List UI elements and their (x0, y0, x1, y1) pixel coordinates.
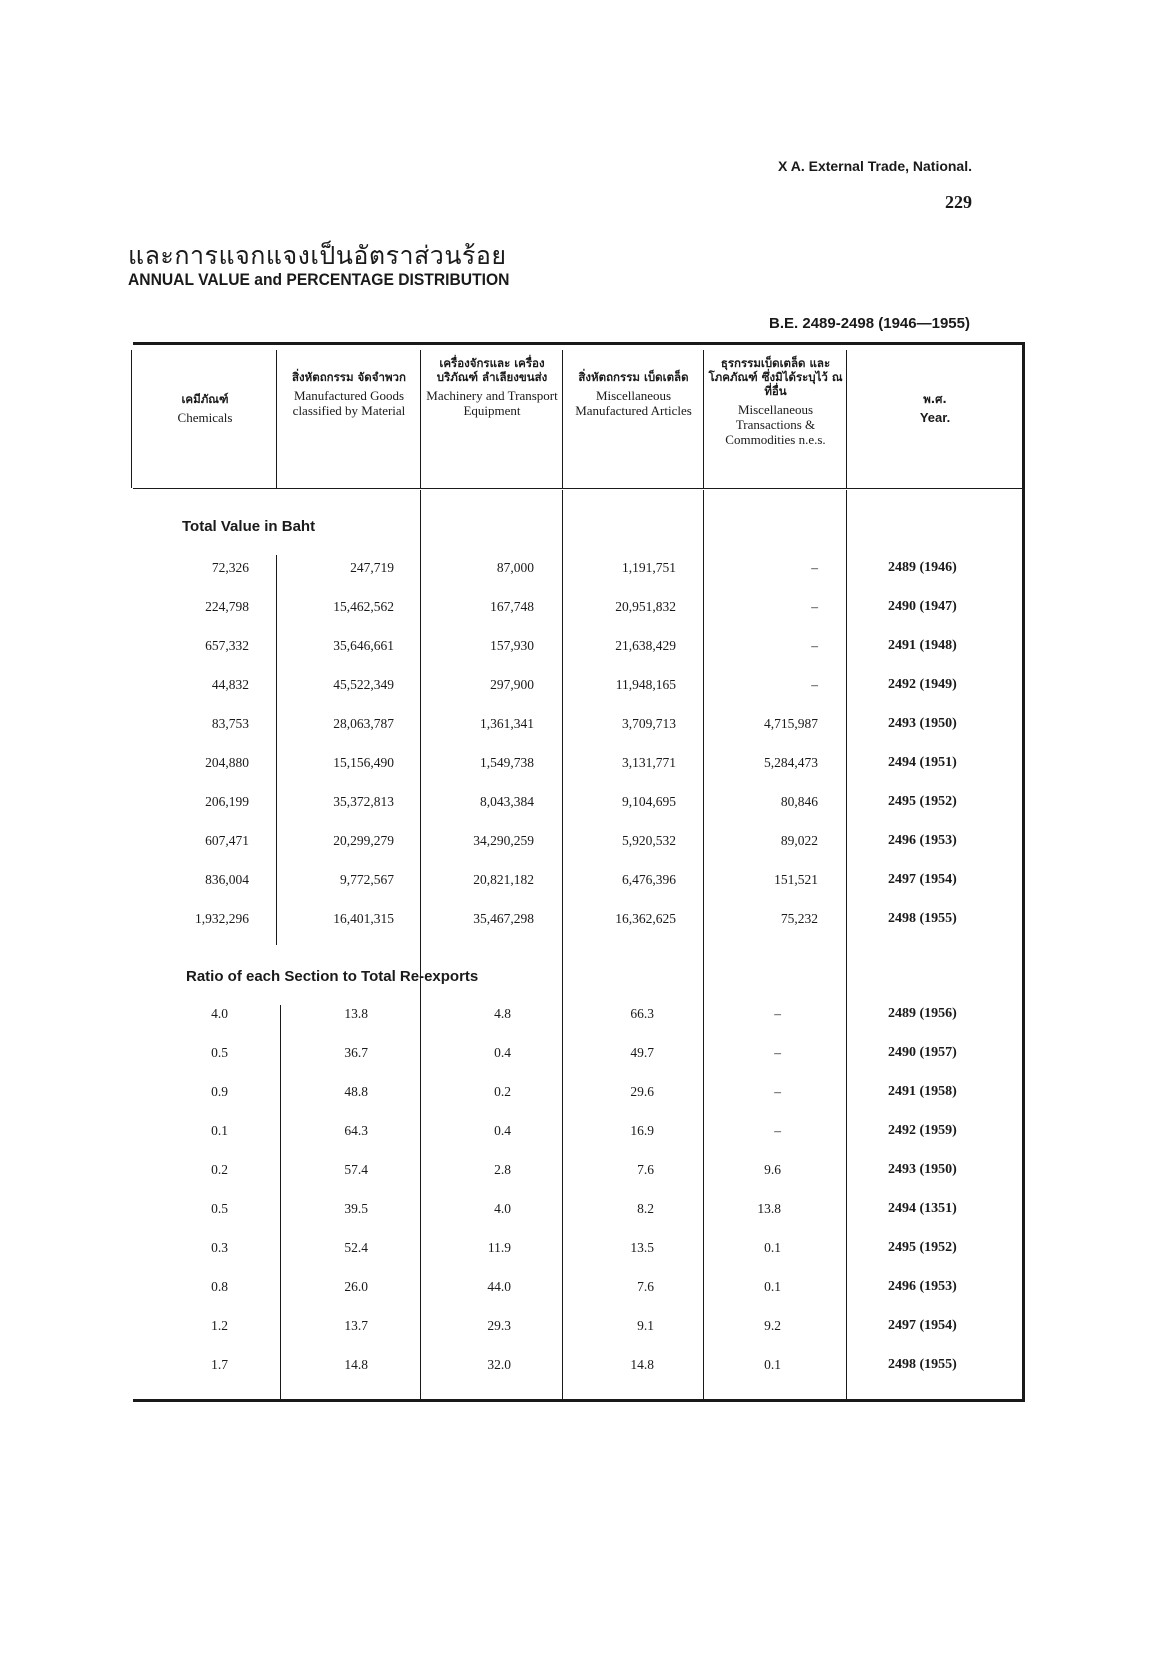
cell-manufactured: 35,372,813 (333, 794, 394, 809)
cell-chemicals: 83,753 (211, 716, 249, 731)
col-divider (703, 490, 704, 1400)
cell-chemicals: 72,326 (211, 560, 249, 575)
cell-chemicals: 1.2 (211, 1318, 228, 1333)
cell-misc-transactions: 4,715,987 (764, 716, 818, 731)
cell-misc-transactions: – (811, 560, 818, 575)
cell-chemicals: 44,832 (211, 677, 249, 692)
section-title-values: Total Value in Baht (182, 518, 316, 535)
cell-year: 2493 (1950) (888, 716, 957, 731)
col-header-misc-articles: สิ่งหัตถกรรม เบ็ดเตล็ด Miscellaneous Manufactured Articles (575, 370, 692, 418)
cell-year: 2491 (1948) (888, 638, 957, 653)
cell-chemicals: 0.5 (211, 1201, 228, 1216)
cell-machinery: 87,000 (496, 560, 534, 575)
cell-manufactured: 16,401,315 (333, 911, 394, 926)
cell-machinery: 44.0 (487, 1279, 511, 1294)
cell-chemicals: 0.5 (211, 1045, 228, 1060)
cell-machinery: 29.3 (487, 1318, 511, 1333)
cell-manufactured: 45,522,349 (333, 677, 394, 692)
cell-misc-transactions: 89,022 (780, 833, 818, 848)
cell-misc-transactions: 9.6 (764, 1162, 781, 1177)
cell-machinery: 167,748 (490, 599, 534, 614)
col-header-year: พ.ศ. Year. (919, 392, 951, 425)
cell-machinery: 32.0 (487, 1357, 511, 1372)
cell-manufactured: 48.8 (344, 1084, 368, 1099)
cell-year: 2490 (1947) (888, 599, 957, 614)
cell-chemicals: 0.1 (211, 1123, 228, 1138)
cell-manufactured: 28,063,787 (333, 716, 394, 731)
cell-misc-transactions: 75,232 (780, 911, 818, 926)
cell-chemicals: 0.8 (211, 1279, 228, 1294)
col-divider (276, 350, 277, 488)
cell-manufactured: 13.8 (344, 1006, 368, 1021)
cell-year: 2497 (1954) (888, 872, 957, 887)
cell-year: 2496 (1953) (888, 1279, 957, 1294)
cell-year: 2493 (1950) (888, 1162, 957, 1177)
header-rule (133, 488, 1025, 489)
cell-misc-articles: 21,638,429 (615, 638, 676, 653)
cell-chemicals: 0.2 (211, 1162, 228, 1177)
cell-year: 2492 (1949) (888, 677, 957, 692)
cell-misc-articles: 5,920,532 (622, 833, 676, 848)
cell-misc-transactions: 9.2 (764, 1318, 781, 1333)
col-divider (562, 350, 563, 488)
cell-machinery: 20,821,182 (473, 872, 534, 887)
col-divider (846, 490, 847, 1400)
cell-misc-transactions: – (811, 638, 818, 653)
cell-misc-transactions: 0.1 (764, 1240, 781, 1255)
page-number: 229 (945, 192, 972, 212)
cell-machinery: 0.2 (494, 1084, 511, 1099)
cell-misc-transactions: 0.1 (764, 1357, 781, 1372)
col-divider (562, 490, 563, 1400)
cell-manufactured: 15,156,490 (333, 755, 394, 770)
cell-chemicals: 224,798 (205, 599, 249, 614)
col-header-machinery: เครื่องจักรและ เครื่องบริภัณฑ์ ลำเลียงขนส่ง Machinery and Transport Equipment (426, 356, 558, 418)
cell-year: 2496 (1953) (888, 833, 957, 848)
cell-year: 2489 (1956) (888, 1006, 957, 1021)
cell-year: 2495 (1952) (888, 794, 957, 809)
cell-manufactured: 15,462,562 (333, 599, 394, 614)
cell-misc-articles: 13.5 (630, 1240, 654, 1255)
cell-year: 2497 (1954) (888, 1318, 957, 1333)
cell-misc-articles: 7.6 (637, 1162, 654, 1177)
cell-chemicals: 1.7 (211, 1357, 228, 1372)
col-divider (420, 490, 421, 1400)
cell-manufactured: 20,299,279 (333, 833, 394, 848)
cell-misc-articles: 6,476,396 (622, 872, 676, 887)
cell-misc-articles: 3,131,771 (622, 755, 676, 770)
cell-misc-articles: 11,948,165 (615, 677, 676, 692)
cell-manufactured: 64.3 (344, 1123, 368, 1138)
cell-year: 2491 (1958) (888, 1084, 957, 1099)
col-divider (420, 350, 421, 488)
cell-chemicals: 657,332 (205, 638, 249, 653)
cell-chemicals: 0.3 (211, 1240, 228, 1255)
cell-year: 2498 (1955) (888, 911, 957, 926)
col-header-chemicals: เคมีภัณฑ์ Chemicals (177, 392, 233, 425)
col-divider (703, 350, 704, 488)
left-rule (131, 350, 132, 488)
cell-misc-transactions: 151,521 (774, 872, 818, 887)
cell-misc-transactions: 80,846 (780, 794, 818, 809)
cell-manufactured: 9,772,567 (340, 872, 394, 887)
cell-misc-transactions: 13.8 (757, 1201, 781, 1216)
cell-misc-transactions: – (774, 1006, 781, 1021)
cell-machinery: 0.4 (494, 1045, 511, 1060)
cell-year: 2495 (1952) (888, 1240, 957, 1255)
cell-year: 2489 (1946) (888, 560, 957, 575)
cell-manufactured: 247,719 (350, 560, 394, 575)
cell-misc-articles: 1,191,751 (622, 560, 676, 575)
cell-year: 2490 (1957) (888, 1045, 957, 1060)
cell-misc-transactions: – (774, 1045, 781, 1060)
section-title-ratio: Ratio of each Section to Total Re-exports (186, 968, 479, 985)
cell-misc-articles: 3,709,713 (622, 716, 676, 731)
col-divider (846, 350, 847, 488)
cell-misc-articles: 7.6 (637, 1279, 654, 1294)
cell-chemicals: 4.0 (211, 1006, 228, 1021)
cell-year: 2494 (1951) (888, 755, 957, 770)
cell-manufactured: 52.4 (344, 1240, 368, 1255)
cell-year: 2492 (1959) (888, 1123, 957, 1138)
cell-machinery: 1,361,341 (480, 716, 534, 731)
cell-manufactured: 26.0 (344, 1279, 368, 1294)
cell-machinery: 4.8 (494, 1006, 511, 1021)
cell-misc-articles: 14.8 (630, 1357, 654, 1372)
cell-machinery: 0.4 (494, 1123, 511, 1138)
col-divider (276, 555, 277, 945)
cell-misc-transactions: – (774, 1084, 781, 1099)
cell-year: 2494 (1351) (888, 1201, 957, 1216)
cell-misc-articles: 29.6 (630, 1084, 654, 1099)
cell-misc-articles: 20,951,832 (615, 599, 676, 614)
cell-misc-articles: 16.9 (630, 1123, 654, 1138)
cell-misc-transactions: 5,284,473 (764, 755, 818, 770)
cell-machinery: 34,290,259 (473, 833, 534, 848)
cell-chemicals: 0.9 (211, 1084, 228, 1099)
cell-misc-articles: 66.3 (630, 1006, 654, 1021)
cell-machinery: 2.8 (494, 1162, 511, 1177)
col-header-misc-transactions: ธุรกรรมเบ็ดเตล็ด และโภคภัณฑ์ ซึ่งมิได้ระบุไว้ ณ ที่อื่น Miscellaneous Transactions & Commodities n.e.s. (708, 356, 843, 447)
cell-year: 2498 (1955) (888, 1357, 957, 1372)
cell-machinery: 11.9 (487, 1240, 511, 1255)
page-title: ANNUAL VALUE and PERCENTAGE DISTRIBUTION (128, 270, 510, 289)
cell-manufactured: 57.4 (344, 1162, 368, 1177)
cell-manufactured: 36.7 (344, 1045, 368, 1060)
cell-misc-articles: 49.7 (630, 1045, 654, 1060)
cell-chemicals: 836,004 (205, 872, 249, 887)
cell-misc-transactions: 0.1 (764, 1279, 781, 1294)
page-title-thai: และการแจกแจงเป็นอัตราส่วนร้อย (128, 241, 507, 270)
col-header-manufactured: สิ่งหัตถกรรม จัดจำพวก Manufactured Goods classified by Material (292, 370, 406, 418)
cell-chemicals: 204,880 (205, 755, 249, 770)
cell-misc-articles: 9.1 (637, 1318, 654, 1333)
cell-chemicals: 607,471 (205, 833, 249, 848)
cell-misc-transactions: – (774, 1123, 781, 1138)
cell-chemicals: 1,932,296 (195, 911, 249, 926)
period-label: B.E. 2489-2498 (1946—1955) (769, 315, 970, 332)
cell-manufactured: 39.5 (344, 1201, 368, 1216)
cell-machinery: 35,467,298 (473, 911, 534, 926)
cell-manufactured: 13.7 (344, 1318, 368, 1333)
cell-machinery: 8,043,384 (480, 794, 534, 809)
cell-chemicals: 206,199 (205, 794, 249, 809)
cell-misc-articles: 16,362,625 (615, 911, 676, 926)
cell-misc-articles: 8.2 (637, 1201, 654, 1216)
running-header: X A. External Trade, National. (778, 158, 972, 174)
cell-machinery: 157,930 (490, 638, 534, 653)
cell-misc-transactions: – (811, 599, 818, 614)
cell-manufactured: 14.8 (344, 1357, 368, 1372)
cell-machinery: 1,549,738 (480, 755, 534, 770)
cell-misc-transactions: – (811, 677, 818, 692)
cell-machinery: 297,900 (490, 677, 534, 692)
cell-manufactured: 35,646,661 (333, 638, 394, 653)
cell-machinery: 4.0 (494, 1201, 511, 1216)
cell-misc-articles: 9,104,695 (622, 794, 676, 809)
col-divider (280, 1005, 281, 1400)
